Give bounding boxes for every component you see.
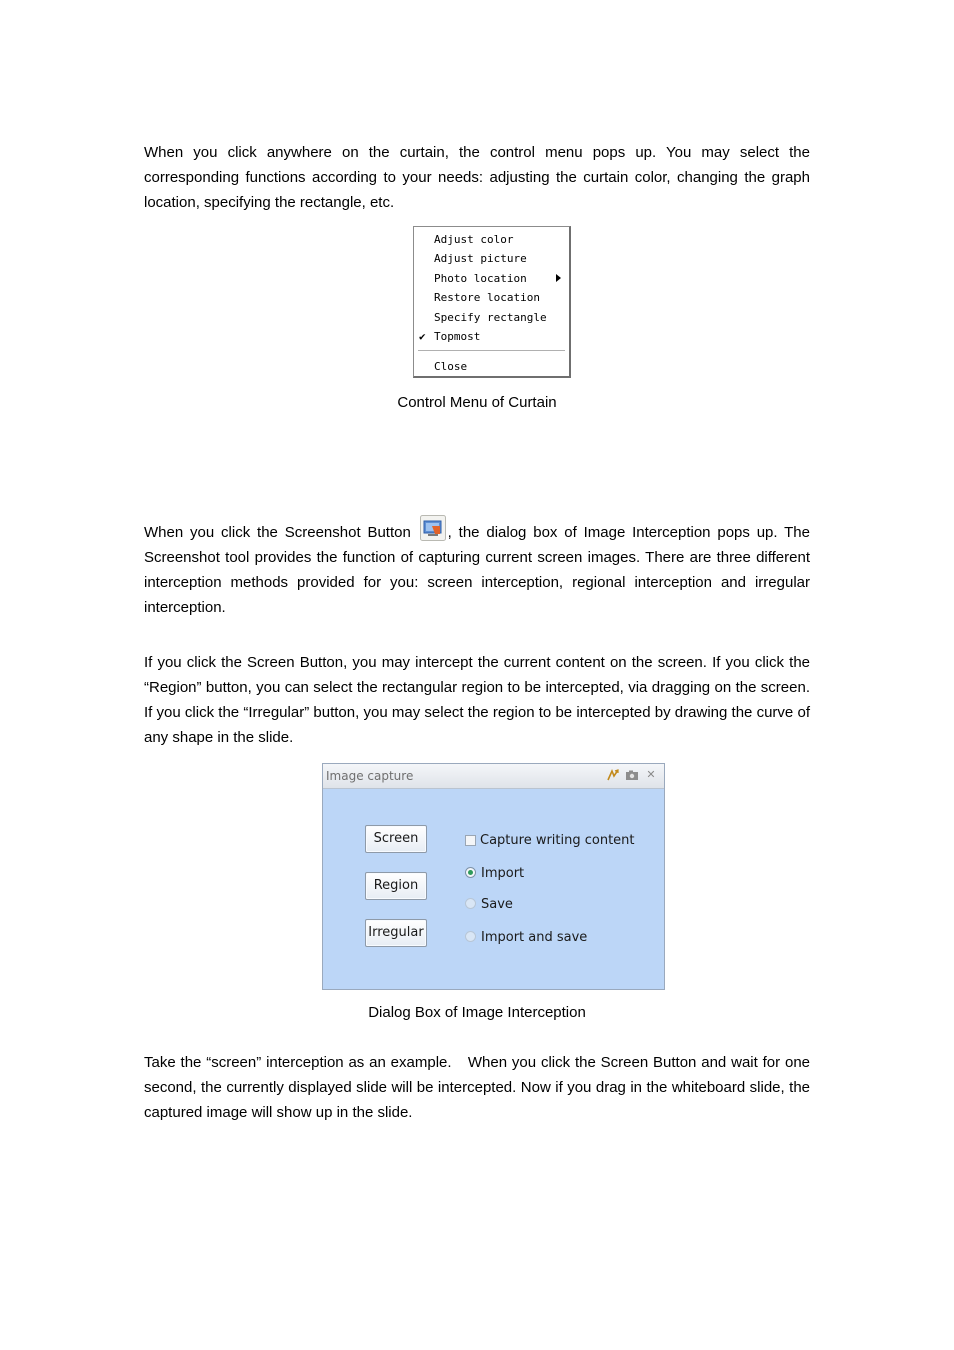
radio-save[interactable] — [465, 898, 476, 909]
screenshot-icon — [420, 515, 446, 541]
irregular-button[interactable]: Irregular — [365, 919, 427, 947]
dialog-title: Image capture — [326, 769, 414, 783]
paragraph-intercept-methods: If you click the Screen Button, you may intercept the current content on the screen. If you click the “Region” button, you can select the rectangular region to be intercepted, via dragging on the screen. If you click the “Irregular” button, you may select the region to be intercepted by drawing the curve of any shape in the slide. — [144, 654, 810, 746]
paragraph-screen-example: Take the “screen” interception as an example. When you click the Screen Button and wait for one second, the currently displayed slide will be intercepted. Now if you drag in the whiteboard slide, the captured image will show up in the slide. — [144, 1054, 810, 1121]
paragraph-text-after-icon: , the dialog box of Image Interception pops up. — [447, 524, 778, 541]
menu-item-restore-location[interactable]: Restore location — [434, 291, 540, 304]
radio-import-and-save[interactable] — [465, 931, 476, 942]
image-capture-dialog — [322, 763, 665, 990]
caption-dialog: Dialog Box of Image Interception — [368, 1004, 586, 1021]
menu-item-adjust-picture[interactable]: Adjust picture — [434, 252, 527, 265]
radio-save-label: Save — [481, 897, 513, 912]
curtain-control-menu — [413, 226, 571, 378]
menu-item-specify-rectangle[interactable]: Specify rectangle — [434, 311, 547, 324]
dialog-title-bar — [323, 764, 664, 789]
paragraph-text-before-icon: When you click the Screenshot Button — [144, 524, 411, 541]
close-icon[interactable]: ✕ — [646, 768, 656, 781]
radio-import-and-save-option[interactable] — [465, 929, 587, 947]
menu-item-close[interactable]: Close — [434, 360, 468, 373]
menu-item-photo-location[interactable] — [434, 270, 563, 288]
submenu-arrow-icon — [556, 274, 561, 282]
pin-icon[interactable] — [606, 768, 620, 782]
paragraph-screenshot — [144, 515, 810, 620]
capture-writing-option[interactable] — [465, 832, 635, 850]
screen-button[interactable]: Screen — [365, 825, 427, 853]
region-button[interactable]: Region — [365, 872, 427, 900]
paragraph-text-rest: The Screenshot tool provides the function of capturing current screen images. There are three different interception methods provided for you: screen interception, regional interception and irregular interception. — [144, 524, 810, 616]
menu-item-topmost[interactable]: Topmost — [434, 330, 481, 343]
capture-writing-checkbox[interactable] — [465, 835, 476, 846]
radio-import-and-save-label: Import and save — [481, 930, 588, 945]
radio-import[interactable] — [465, 867, 476, 878]
caption-control-menu: Control Menu of Curtain — [397, 394, 557, 411]
camera-icon[interactable] — [625, 768, 639, 782]
menu-item-label: Photo location — [434, 272, 527, 285]
radio-save-option[interactable] — [465, 896, 513, 914]
radio-import-label: Import — [481, 866, 525, 881]
menu-item-adjust-color[interactable]: Adjust color — [434, 233, 514, 246]
radio-import-option[interactable] — [465, 865, 524, 883]
menu-separator — [418, 350, 565, 352]
checkmark-icon: ✔ — [419, 330, 426, 343]
capture-writing-label: Capture writing content — [480, 833, 635, 848]
paragraph-control-menu: When you click anywhere on the curtain, the control menu pops up. You may select the corresponding functions according to your needs: adjusting the curtain color, changing the graph location, specifying the rectangle, etc. — [144, 144, 810, 211]
